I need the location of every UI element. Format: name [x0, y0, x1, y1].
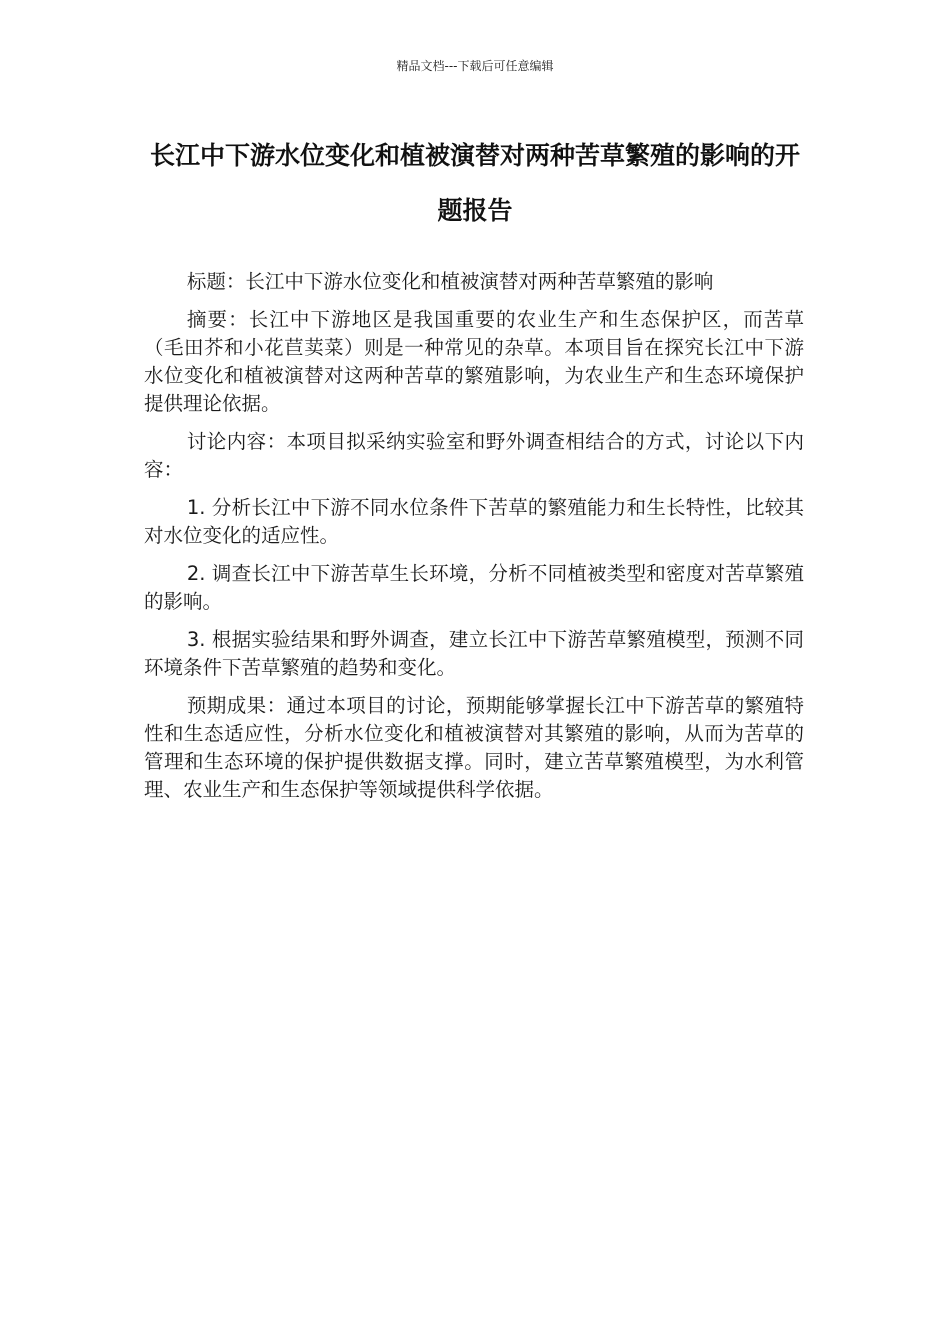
paragraph-expected-results: 预期成果：通过本项目的讨论，预期能够掌握长江中下游苦草的繁殖特性和生态适应性，分析水位变化和植被演替对其繁殖的影响，从而为苦草的管理和生态环境的保护提供数据支撑。同时，建立苦草繁殖模型，为水利管理、农业生产和生态保护等领域提供科学依据。: [144, 694, 804, 801]
document-title: 长江中下游水位变化和植被演替对两种苦草繁殖的影响的开题报告: [149, 141, 800, 225]
document-body: [144, 268, 804, 814]
paragraph-item-1: 1. 分析长江中下游不同水位条件下苦草的繁殖能力和生长特性，比较其对水位变化的适应性。: [144, 496, 804, 547]
paragraph-discussion: 讨论内容：本项目拟采纳实验室和野外调查相结合的方式，讨论以下内容：: [144, 430, 804, 481]
paragraph-abstract: 摘要：长江中下游地区是我国重要的农业生产和生态保护区，而苦草（毛田芥和小花苣荬菜）则是一种常见的杂草。本项目旨在探究长江中下游水位变化和植被演替对这两种苦草的繁殖影响，为农业生产和生态环境保护提供理论依据。: [144, 308, 804, 415]
header-note: 精品文档---下载后可任意编辑: [396, 59, 554, 73]
paragraph-item-2: 2. 调查长江中下游苦草生长环境，分析不同植被类型和密度对苦草繁殖的影响。: [144, 562, 804, 613]
paragraph-title-line: 标题：长江中下游水位变化和植被演替对两种苦草繁殖的影响: [186, 270, 714, 293]
paragraph-item-3: 3. 根据实验结果和野外调查，建立长江中下游苦草繁殖模型，预测不同环境条件下苦草繁殖的趋势和变化。: [144, 628, 804, 679]
